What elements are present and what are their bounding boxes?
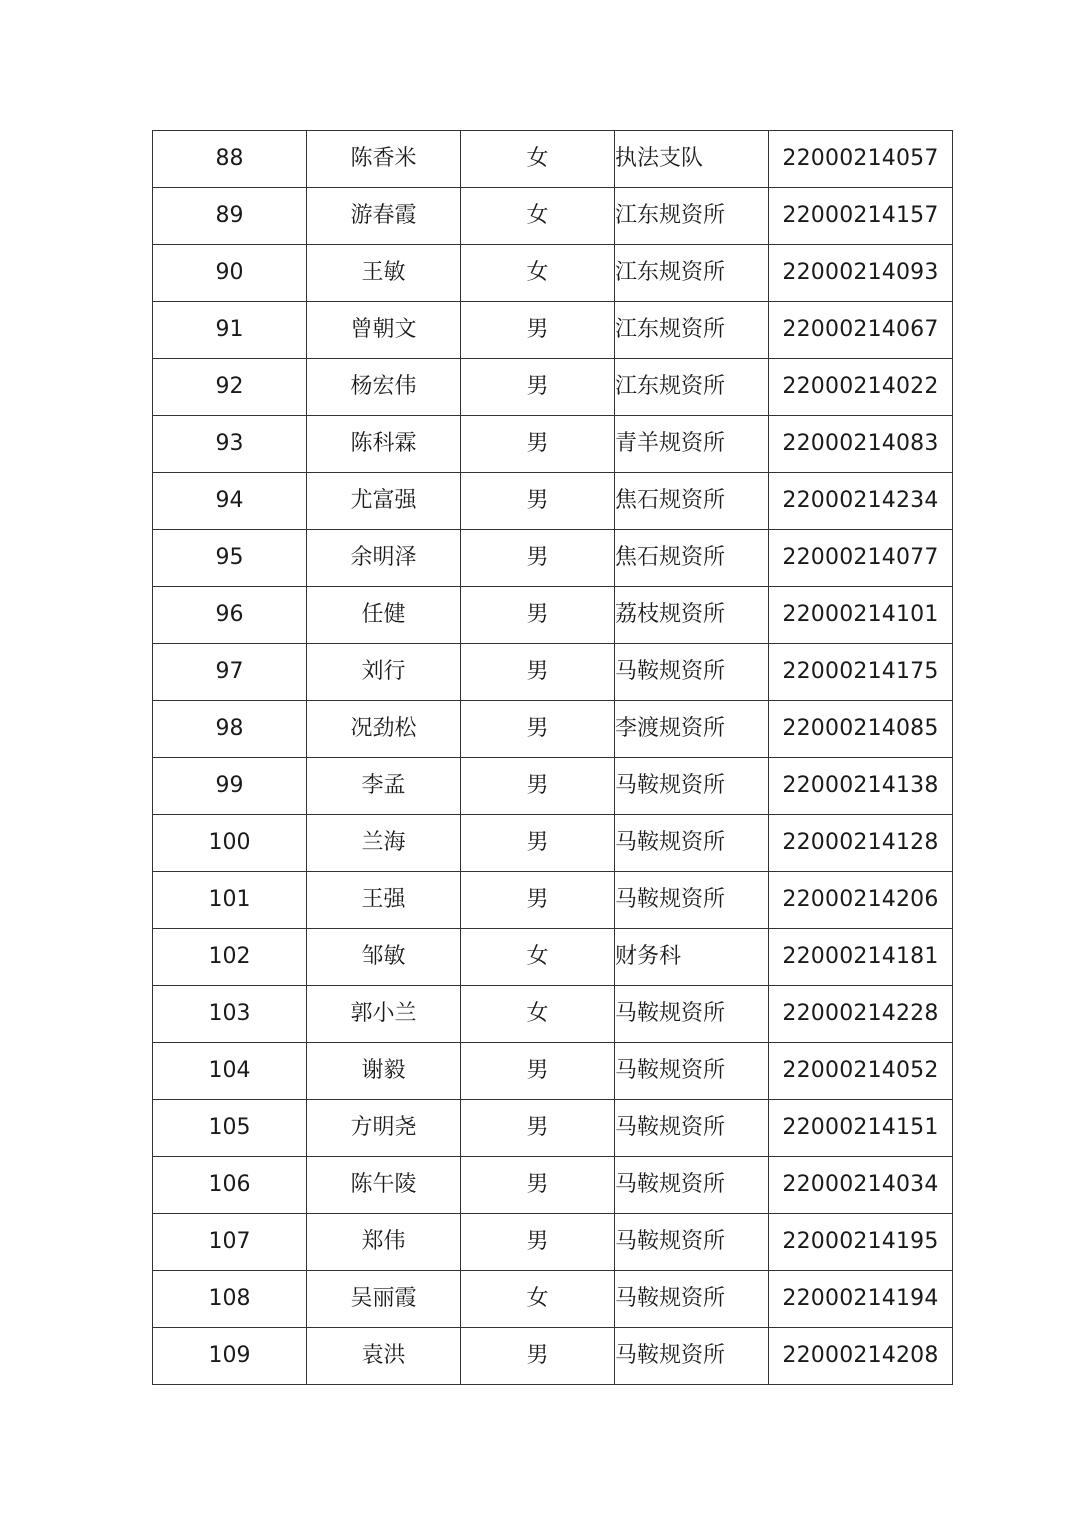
name-cell: 杨宏伟 [307, 359, 461, 416]
gender-cell: 男 [461, 1043, 615, 1100]
seq-cell: 88 [153, 131, 307, 188]
ticket-number-cell: 22000214085 [769, 701, 953, 758]
name-cell: 王强 [307, 872, 461, 929]
unit-cell: 马鞍规资所 [615, 1100, 769, 1157]
name-cell: 曾朝文 [307, 302, 461, 359]
gender-cell: 男 [461, 701, 615, 758]
seq-cell: 101 [153, 872, 307, 929]
name-cell: 兰海 [307, 815, 461, 872]
gender-cell: 男 [461, 473, 615, 530]
name-cell: 郭小兰 [307, 986, 461, 1043]
table-row [153, 1157, 953, 1214]
unit-cell: 李渡规资所 [615, 701, 769, 758]
ticket-number-cell: 22000214234 [769, 473, 953, 530]
gender-cell: 男 [461, 530, 615, 587]
table-row [153, 758, 953, 815]
table-row [153, 986, 953, 1043]
ticket-number-cell: 22000214195 [769, 1214, 953, 1271]
seq-cell: 108 [153, 1271, 307, 1328]
gender-cell: 男 [461, 416, 615, 473]
table-row [153, 929, 953, 986]
unit-cell: 马鞍规资所 [615, 644, 769, 701]
gender-cell: 男 [461, 872, 615, 929]
ticket-number-cell: 22000214022 [769, 359, 953, 416]
table-row [153, 1328, 953, 1385]
gender-cell: 男 [461, 1157, 615, 1214]
gender-cell: 男 [461, 587, 615, 644]
gender-cell: 男 [461, 1328, 615, 1385]
ticket-number-cell: 22000214034 [769, 1157, 953, 1214]
name-cell: 陈科霖 [307, 416, 461, 473]
roster-table [152, 130, 953, 1385]
ticket-number-cell: 22000214083 [769, 416, 953, 473]
table-row [153, 1214, 953, 1271]
ticket-number-cell: 22000214077 [769, 530, 953, 587]
table-row [153, 188, 953, 245]
unit-cell: 江东规资所 [615, 302, 769, 359]
ticket-number-cell: 22000214208 [769, 1328, 953, 1385]
name-cell: 尤富强 [307, 473, 461, 530]
seq-cell: 89 [153, 188, 307, 245]
gender-cell: 女 [461, 188, 615, 245]
unit-cell: 马鞍规资所 [615, 1157, 769, 1214]
ticket-number-cell: 22000214151 [769, 1100, 953, 1157]
unit-cell: 马鞍规资所 [615, 872, 769, 929]
table-row [153, 701, 953, 758]
name-cell: 郑伟 [307, 1214, 461, 1271]
gender-cell: 女 [461, 1271, 615, 1328]
name-cell: 陈香米 [307, 131, 461, 188]
ticket-number-cell: 22000214067 [769, 302, 953, 359]
seq-cell: 92 [153, 359, 307, 416]
unit-cell: 马鞍规资所 [615, 815, 769, 872]
gender-cell: 男 [461, 644, 615, 701]
seq-cell: 107 [153, 1214, 307, 1271]
name-cell: 李孟 [307, 758, 461, 815]
unit-cell: 马鞍规资所 [615, 1043, 769, 1100]
seq-cell: 90 [153, 245, 307, 302]
unit-cell: 财务科 [615, 929, 769, 986]
table-row [153, 473, 953, 530]
seq-cell: 91 [153, 302, 307, 359]
unit-cell: 荔枝规资所 [615, 587, 769, 644]
ticket-number-cell: 22000214157 [769, 188, 953, 245]
gender-cell: 男 [461, 302, 615, 359]
ticket-number-cell: 22000214138 [769, 758, 953, 815]
name-cell: 陈午陵 [307, 1157, 461, 1214]
unit-cell: 马鞍规资所 [615, 1214, 769, 1271]
unit-cell: 马鞍规资所 [615, 986, 769, 1043]
gender-cell: 男 [461, 758, 615, 815]
table-row [153, 359, 953, 416]
roster-table-body [153, 131, 953, 1385]
unit-cell: 焦石规资所 [615, 473, 769, 530]
unit-cell: 江东规资所 [615, 188, 769, 245]
unit-cell: 马鞍规资所 [615, 758, 769, 815]
ticket-number-cell: 22000214128 [769, 815, 953, 872]
unit-cell: 马鞍规资所 [615, 1271, 769, 1328]
name-cell: 王敏 [307, 245, 461, 302]
seq-cell: 97 [153, 644, 307, 701]
seq-cell: 109 [153, 1328, 307, 1385]
table-row [153, 587, 953, 644]
seq-cell: 93 [153, 416, 307, 473]
table-row [153, 245, 953, 302]
gender-cell: 男 [461, 359, 615, 416]
ticket-number-cell: 22000214206 [769, 872, 953, 929]
seq-cell: 94 [153, 473, 307, 530]
ticket-number-cell: 22000214228 [769, 986, 953, 1043]
name-cell: 况劲松 [307, 701, 461, 758]
table-row [153, 1043, 953, 1100]
seq-cell: 99 [153, 758, 307, 815]
ticket-number-cell: 22000214175 [769, 644, 953, 701]
seq-cell: 96 [153, 587, 307, 644]
table-row [153, 872, 953, 929]
gender-cell: 男 [461, 815, 615, 872]
unit-cell: 江东规资所 [615, 245, 769, 302]
unit-cell: 马鞍规资所 [615, 1328, 769, 1385]
seq-cell: 95 [153, 530, 307, 587]
table-row [153, 530, 953, 587]
ticket-number-cell: 22000214101 [769, 587, 953, 644]
table-row [153, 131, 953, 188]
name-cell: 方明尧 [307, 1100, 461, 1157]
table-row [153, 1100, 953, 1157]
name-cell: 任健 [307, 587, 461, 644]
gender-cell: 女 [461, 245, 615, 302]
seq-cell: 98 [153, 701, 307, 758]
seq-cell: 100 [153, 815, 307, 872]
ticket-number-cell: 22000214052 [769, 1043, 953, 1100]
unit-cell: 青羊规资所 [615, 416, 769, 473]
table-row [153, 302, 953, 359]
name-cell: 刘行 [307, 644, 461, 701]
name-cell: 邹敏 [307, 929, 461, 986]
seq-cell: 102 [153, 929, 307, 986]
name-cell: 余明泽 [307, 530, 461, 587]
seq-cell: 104 [153, 1043, 307, 1100]
gender-cell: 男 [461, 1214, 615, 1271]
unit-cell: 焦石规资所 [615, 530, 769, 587]
gender-cell: 男 [461, 1100, 615, 1157]
table-row [153, 416, 953, 473]
table-row [153, 644, 953, 701]
seq-cell: 103 [153, 986, 307, 1043]
ticket-number-cell: 22000214093 [769, 245, 953, 302]
ticket-number-cell: 22000214181 [769, 929, 953, 986]
table-row [153, 1271, 953, 1328]
ticket-number-cell: 22000214194 [769, 1271, 953, 1328]
gender-cell: 女 [461, 929, 615, 986]
table-row [153, 815, 953, 872]
seq-cell: 106 [153, 1157, 307, 1214]
name-cell: 游春霞 [307, 188, 461, 245]
seq-cell: 105 [153, 1100, 307, 1157]
name-cell: 吴丽霞 [307, 1271, 461, 1328]
name-cell: 谢毅 [307, 1043, 461, 1100]
name-cell: 袁洪 [307, 1328, 461, 1385]
gender-cell: 女 [461, 131, 615, 188]
unit-cell: 执法支队 [615, 131, 769, 188]
gender-cell: 女 [461, 986, 615, 1043]
unit-cell: 江东规资所 [615, 359, 769, 416]
ticket-number-cell: 22000214057 [769, 131, 953, 188]
